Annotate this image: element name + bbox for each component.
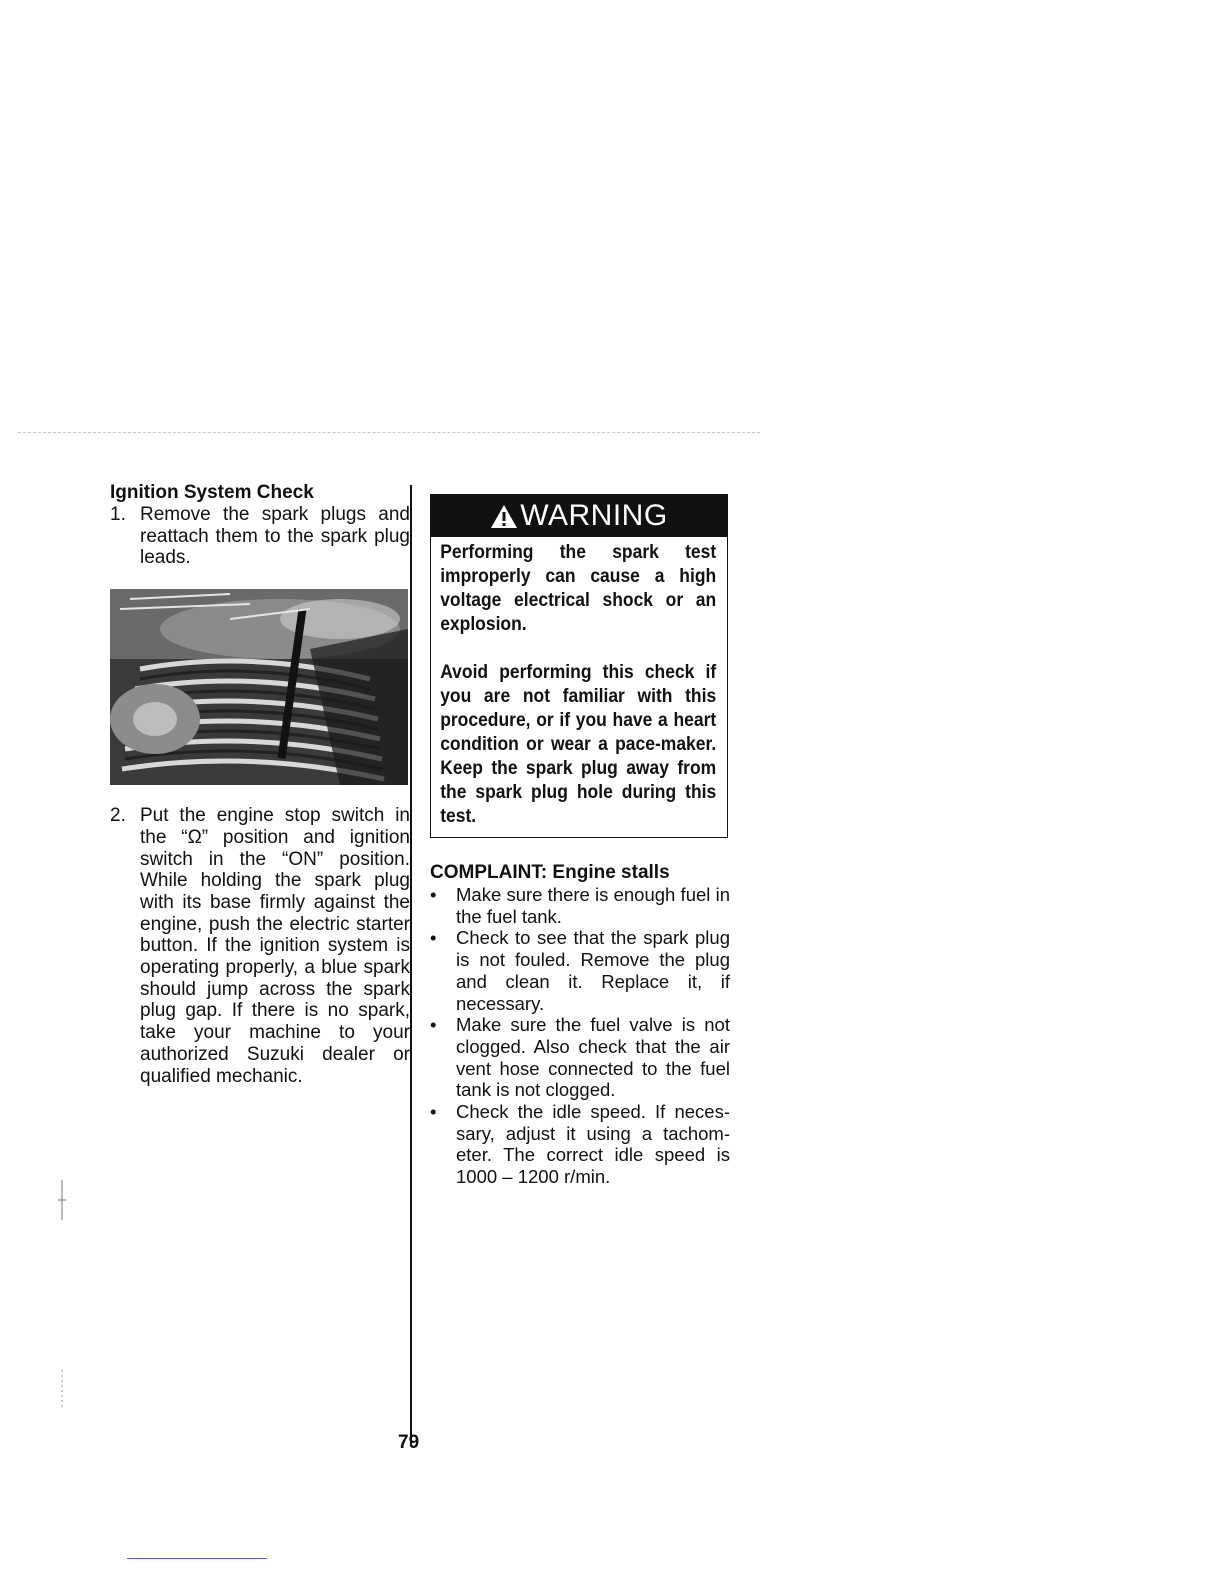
list-item xyxy=(430,1101,730,1188)
step-text: Put the engine stop switch in the “Ω” position and ignition switch in the “ON” position. While holding the spark plug with its base firmly against the engine, push the electric starter button. If the ignition system is operating properly, a blue spark should jump across the spark plug gap. If there is no spark, take your machine to your authorized Suzuki dealer or qualified mechanic. xyxy=(140,805,410,1087)
complaint-bullet-list xyxy=(430,884,730,1188)
warning-paragraph: Avoid performing this check if you are not familiar with this procedure, or if you have a heart condition or wear a pace-maker. Keep the spark plug away from the spark plug hole during this test. xyxy=(440,662,717,827)
bullet-text: Check the idle speed. If neces-sary, adjust it using a tachom-eter. The correct idle speed is 1000 – 1200 r/min. xyxy=(456,1101,730,1188)
list-item xyxy=(430,927,730,1014)
bullet-icon: • xyxy=(430,1014,437,1036)
engine-photo-drawing xyxy=(110,589,408,785)
warning-triangle-icon xyxy=(490,503,518,529)
warning-body xyxy=(431,537,724,837)
warning-title: WARNING xyxy=(520,499,668,532)
warning-box xyxy=(430,494,728,838)
engine-photo xyxy=(110,589,408,785)
step-1 xyxy=(110,504,410,569)
step-text: Remove the spark plugs and reattach them to the spark plug leads. xyxy=(140,504,410,569)
right-column xyxy=(430,494,730,1188)
bullet-icon: • xyxy=(430,1101,437,1123)
step-number: 2. xyxy=(110,805,126,827)
list-item xyxy=(430,1014,730,1101)
warning-header xyxy=(431,495,727,537)
list-item xyxy=(430,884,730,927)
bottom-blue-line xyxy=(127,1558,267,1559)
bullet-text: Make sure the fuel valve is not clogged. Also check that the air vent hose connected to the fuel tank is not clogged. xyxy=(456,1014,730,1101)
bullet-icon: • xyxy=(430,884,437,905)
column-divider xyxy=(410,485,412,1445)
complaint-heading: COMPLAINT: Engine stalls xyxy=(430,862,670,883)
binding-margin-marks xyxy=(58,1180,66,1460)
header-dashed-rule xyxy=(18,432,760,433)
warning-paragraph: Performing the spark test improperly can cause a high voltage electrical shock or an explosion. xyxy=(440,542,717,635)
section-heading: Ignition System Check xyxy=(110,482,314,503)
bullet-icon: • xyxy=(430,927,437,949)
bullet-text: Make sure there is enough fuel in the fuel tank. xyxy=(456,884,730,927)
step-number: 1. xyxy=(110,504,126,525)
step-2 xyxy=(110,805,410,1087)
page-number: 79 xyxy=(398,1432,420,1453)
bullet-text: Check to see that the spark plug is not fouled. Remove the plug and clean it. Replace it, if necessary. xyxy=(456,927,730,1014)
left-column xyxy=(110,482,410,1087)
